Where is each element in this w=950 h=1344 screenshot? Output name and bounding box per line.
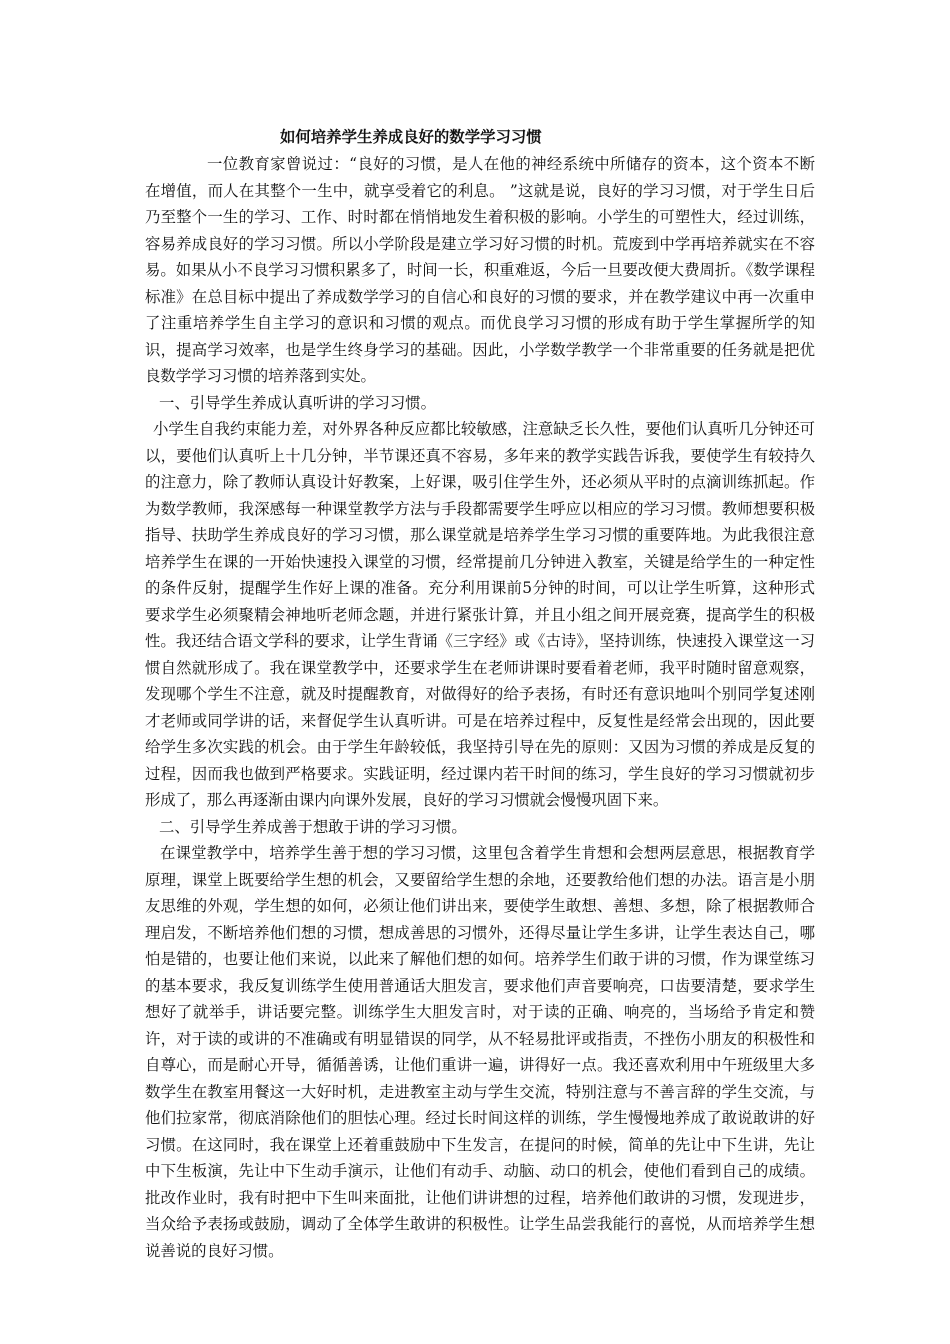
section-heading-2: 二、引导学生养成善于想敢于讲的学习习惯。 bbox=[159, 817, 467, 836]
document-page bbox=[145, 124, 815, 1264]
section-1-paragraph: 小学生自我约束能力差，对外界各种反应都比较敏感，注意缺乏长久性，要他们认真听几分钟还可以，要他们认真听上十几分钟，半节课还真不容易，多年来的教学实践告诉我，要使学生有较持久的注意力，除了教师认真设计好教案，上好课，吸引住学生外，还必须从平时的点滴训练抓起。作为数学教师，我深感每一种课堂教学方法与手段都需要学生呼应以相应的学习习惯。教师想要积极指导、扶助学生养成良好的学习习惯，那么课堂就是培养学生学习习惯的重要阵地。为此我很注意培养学生在课的一开始快速投入课堂的习惯，经常提前几分钟进入教室，关键是给学生的一种定性的条件反射，提醒学生作好上课的准备。充分利用课前5分钟的时间，可以让学生听算，这种形式要求学生必须聚精会神地听老师念题，并进行紧张计算，并且小组之间开展竞赛，提高学生的积极性。我还结合语文学科的要求，让学生背诵《三字经》或《古诗》，坚持训练，快速投入课堂这一习惯自然就形成了。我在课堂教学中，还要求学生在老师讲课时要看着老师，我平时随时留意观察，发现哪个学生不注意，就及时提醒教育，对做得好的给予表扬，有时还有意识地叫个别同学复述刚才老师或同学讲的话，来督促学生认真听讲。可是在培养过程中，反复性是经常会出现的，因此要给学生多次实践的机会。由于学生年龄较低，我坚持引导在先的原则：又因为习惯的养成是反复的过程，因而我也做到严格要求。实践证明，经过课内若干时间的练习，学生良好的学习习惯就初步形成了，那么再逐渐由课内向课外发展，良好的学习习惯就会慢慢巩固下来。 bbox=[145, 420, 815, 809]
section-2-paragraph: 在课堂教学中，培养学生善于想的学习习惯，这里包含着学生肯想和会想两层意思，根据教育学原理，课堂上既要给学生想的机会，又要留给学生想的余地，还要教给他们想的办法。语言是小朋友思维的外观，学生想的如何，必须让他们讲出来，要使学生敢想、善想、多想，除了根据教师合理启发，不断培养他们想的习惯，想成善思的习惯外，还得尽量让学生多讲，让学生表达自己，哪怕是错的，也要让他们来说，以此来了解他们想的如何。培养学生们敢于讲的习惯，作为课堂练习的基本要求，我反复训练学生使用普通话大胆发言，要求他们声音要响亮，口齿要清楚，要求学生想好了就举手，讲话要完整。训练学生大胆发言时，对于读的正确、响亮的，当场给予肯定和赞许，对于读的或讲的不准确或有明显错误的同学，从不轻易批评或指责，不挫伤小朋友的积极性和自尊心，而是耐心开导，循循善诱，让他们重讲一遍，讲得好一点。我还喜欢利用中午班级里大多数学生在教室用餐这一大好时机，走进教室主动与学生交流，特别注意与不善言辞的学生交流，与他们拉家常，彻底消除他们的胆怯心理。经过长时间这样的训练，学生慢慢地养成了敢说敢讲的好习惯。在这同时，我在课堂上还着重鼓励中下生发言，在提问的时候，简单的先让中下生讲，先让中下生板演，先让中下生动手演示，让他们有动手、动脑、动口的机会，使他们看到自己的成绩。批改作业时，我有时把中下生叫来面批，让他们讲讲想的过程，培养他们敢讲的习惯，发现进步，当众给予表扬或鼓励，调动了全体学生敢讲的积极性。让学生品尝我能行的喜悦，从而培养学生想说善说的良好习惯。 bbox=[145, 844, 815, 1260]
section-heading-1: 一、引导学生养成认真听讲的学习习惯。 bbox=[159, 393, 437, 412]
document-title: 如何培养学生养成良好的数学学习习惯 bbox=[280, 128, 542, 146]
intro-paragraph: 一位教育家曾说过：“良好的习惯，是人在他的神经系统中所储存的资本，这个资本不断在增值，而人在其整个一生中，就享受着它的利息。 ”这就是说，良好的学习习惯，对于学生日后乃至整个一生的学习、工作、时时都在悄悄地发生着积极的影响。小学生的可塑性大，经过训练，容易养成良好的学习习惯。所以小学阶段是建立学习好习惯的时机。荒废到中学再培养就实在不容易。如果从小不良学习习惯积累多了，时间一长，积重难返，今后一旦要改便大费周折。《数学课程标准》在总目标中提出了养成数学学习的自信心和良好的习惯的要求，并在教学建议中再一次重申了注重培养学生自主学习的意识和习惯的观点。而优良学习习惯的形成有助于学生掌握所学的知识，提高学习效率，也是学生终身学习的基础。因此，小学数学教学一个非常重要的任务就是把优良数学学习习惯的培养落到实处。 bbox=[145, 155, 815, 385]
